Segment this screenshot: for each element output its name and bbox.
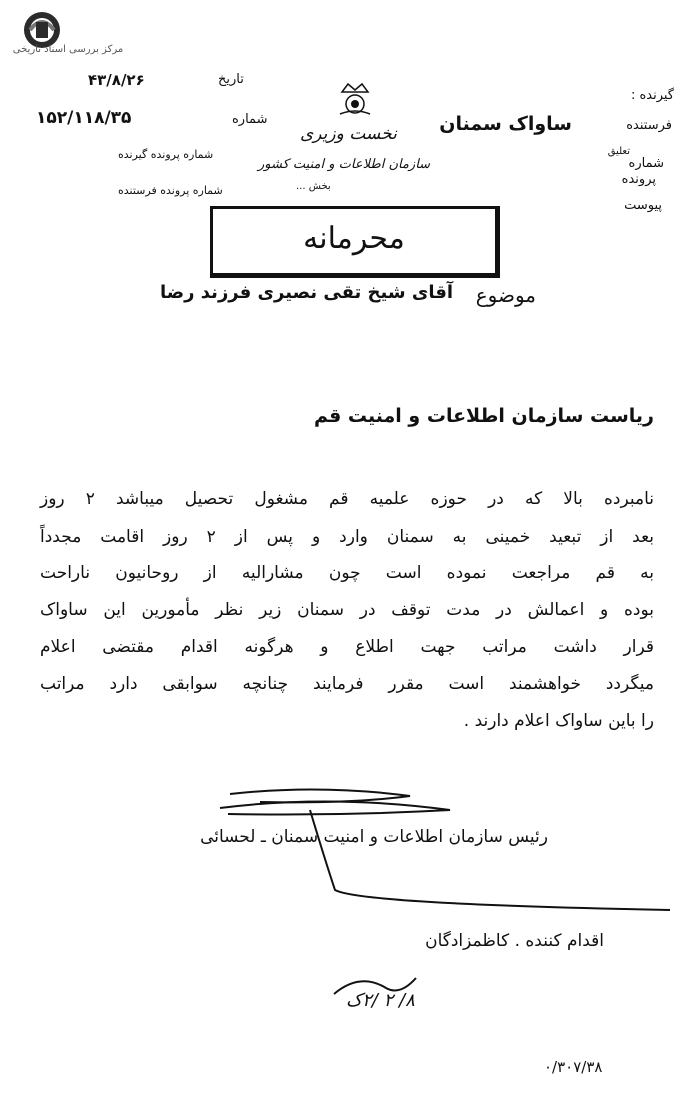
file-label: پرونده (621, 172, 656, 187)
body-line-5: قرار داشت مراتب جهت اطلاع و هرگونه اقدام مقتضی اعلام (40, 637, 654, 657)
body-line-4: بوده و اعمالش در مدت توقف در سمنان زیر نظر مأمورین این ساواک (40, 600, 654, 620)
archive-number: ۰/۳۰۷/۳۸ (544, 1058, 603, 1076)
number-label: شماره (232, 112, 268, 127)
subject-label: موضوع (475, 283, 536, 307)
confidential-stamp (210, 206, 500, 278)
related-number-label: شماره (628, 156, 664, 171)
date-value: ۴۳/۸/۲۶ (88, 71, 145, 89)
watermark-text: مرکز بررسی اسناد تاریخی (12, 44, 124, 55)
lion-and-sun-crown-icon (330, 82, 380, 118)
signature-block: رئیس سازمان اطلاعات و امنیت سمنان ـ لحسائی (200, 827, 548, 847)
signature-scribble (200, 780, 680, 920)
letterhead-subtitle: بخش ... (296, 181, 331, 192)
handwritten-note: ۸/ ۲ /۲ک (346, 990, 415, 1011)
organization-title: سازمان اطلاعات و امنیت کشور (258, 157, 431, 172)
archive-logo-icon (6, 8, 78, 64)
body-line-7: را باین ساواک اعلام دارند . (463, 711, 654, 731)
subject-value: آقای شیخ تقی نصیری فرزند رضا (160, 282, 454, 303)
attachment-label: پیوست (624, 198, 662, 213)
ministry-title: نخست وزیری (300, 124, 397, 144)
body-line-6: میگردد خواهشمند است مقرر فرمایند چنانچه سوابقی دارد مراتب (40, 674, 654, 694)
sender-file-label: شماره پرونده فرستنده (118, 184, 223, 197)
sender-name: ساواک سمنان (439, 113, 572, 135)
number-value: ۱۵۲/۱۱۸/۳۵ (36, 108, 132, 128)
date-label: تاریخ (218, 72, 244, 87)
sender-label: فرستنده (626, 118, 672, 133)
action-by: اقدام کننده . کاظمزادگان (425, 931, 604, 951)
body-line-3: به قم مراجعت نموده است چون مشارالیه از روحانیون ناراحت (40, 563, 654, 583)
note-scribble (330, 968, 420, 998)
related-tag: تعلیق (607, 146, 630, 157)
body-line-1: نامبرده بالا که در حوزه علمیه قم مشغول تحصیل میباشد ۲ روز (40, 489, 654, 509)
stamp-text: محرمانه (303, 221, 405, 256)
recipient-label: گیرنده : (630, 88, 674, 103)
body-line-2: بعد از تبعید خمینی به سمنان وارد و پس از ۲ روز اقامت مجدداً (40, 527, 655, 547)
recipient-file-label: شماره پرونده گیرنده (118, 148, 214, 161)
addressee: ریاست سازمان اطلاعات و امنیت قم (313, 405, 654, 427)
